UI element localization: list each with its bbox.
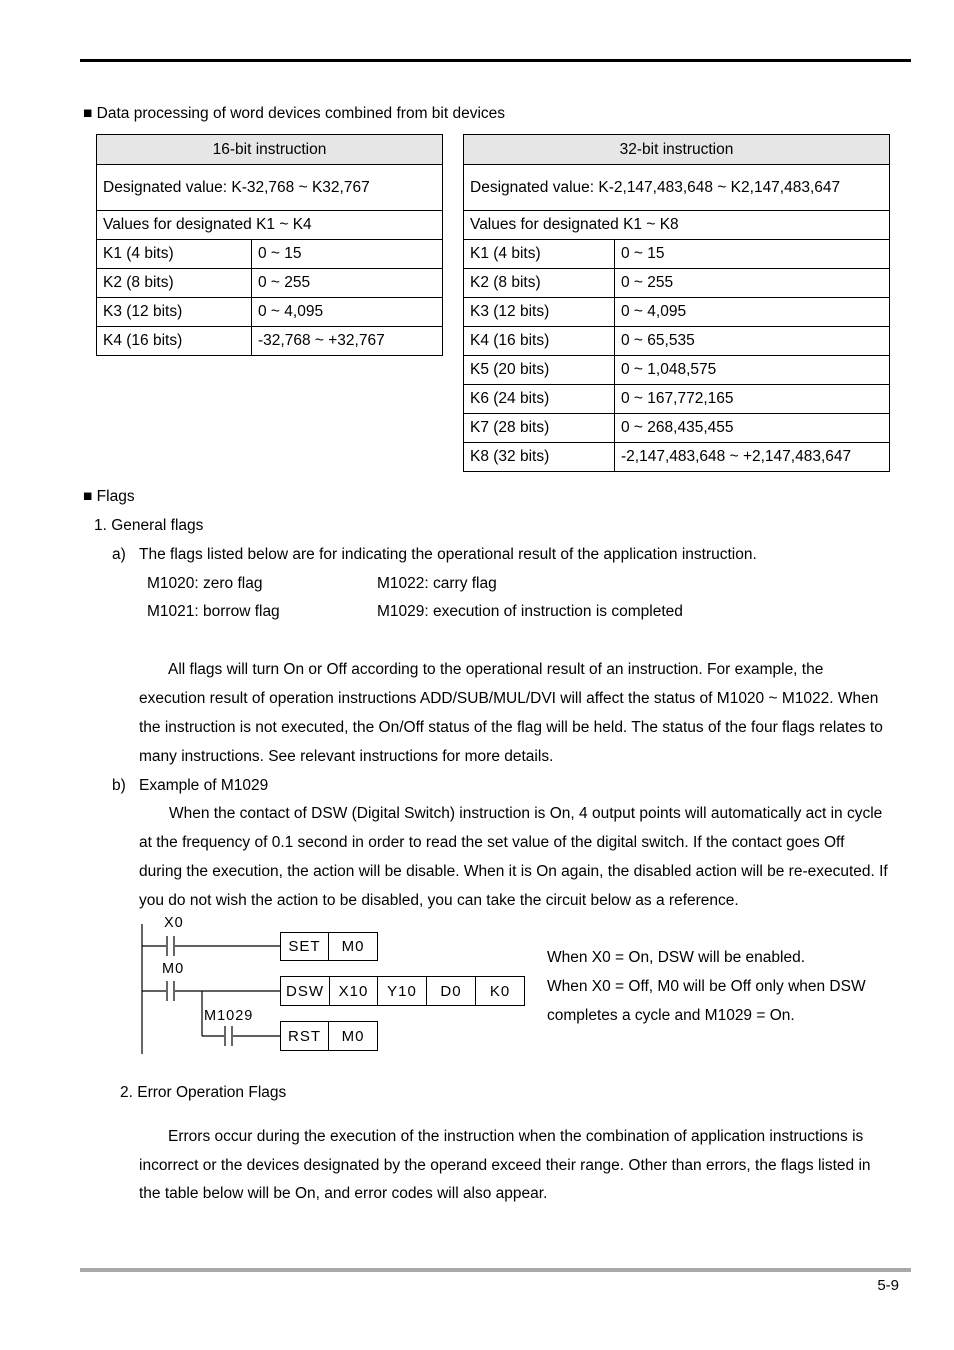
table-cell: K1 (4 bits): [464, 240, 615, 269]
table16-values-for: Values for designated K1 ~ K4: [97, 211, 443, 240]
table16-header: 16-bit instruction: [97, 135, 443, 165]
table-cell: K2 (8 bits): [97, 269, 252, 298]
table-cell: 0 ~ 167,772,165: [615, 385, 890, 414]
table-cell: 0 ~ 4,095: [252, 298, 443, 327]
paragraph-line: you do not wish the action to be disabled, you can take the circuit below as a reference.: [139, 892, 739, 909]
table-16bit: [96, 134, 443, 356]
table-cell: 0 ~ 255: [252, 269, 443, 298]
table-row: [464, 414, 890, 443]
table-cell: -2,147,483,648 ~ +2,147,483,647: [615, 443, 890, 472]
dsw-operand: Y10: [377, 976, 427, 1006]
table-cell: K6 (24 bits): [464, 385, 615, 414]
paragraph-line: Errors occur during the execution of the instruction when the combination of application instructions is: [168, 1128, 864, 1145]
dsw-instruction: DSW: [280, 976, 330, 1006]
table-cell: 0 ~ 65,535: [615, 327, 890, 356]
item-marker-b: b): [112, 777, 126, 794]
table32-header: 32-bit instruction: [464, 135, 890, 165]
set-instruction: SET: [280, 932, 329, 961]
header-rule: [80, 59, 911, 62]
flag-m1020: M1020: zero flag: [147, 575, 263, 592]
page-number: 5-9: [877, 1277, 899, 1294]
contact-label-m1029: M1029: [204, 1008, 254, 1024]
table-row: [464, 240, 890, 269]
table-cell: 0 ~ 255: [615, 269, 890, 298]
table-cell: K3 (12 bits): [464, 298, 615, 327]
paragraph-line: All flags will turn On or Off according to the operational result of an instruction. For example, the: [168, 661, 824, 678]
table-cell: 0 ~ 15: [615, 240, 890, 269]
table-cell: -32,768 ~ +32,767: [252, 327, 443, 356]
table-row: [97, 298, 443, 327]
table-row: [464, 385, 890, 414]
table32-designated: Designated value: K-2,147,483,648 ~ K2,147,483,647: [464, 165, 890, 211]
item-a-text: The flags listed below are for indicating the operational result of the application instruction.: [139, 546, 757, 563]
table-cell: K4 (16 bits): [464, 327, 615, 356]
paragraph-line: during the execution, the action will be disable. When it is On again, the disabled action will be re-executed. If: [139, 863, 888, 880]
subsection-general-flags: 1. General flags: [94, 517, 204, 534]
paragraph-line: the table below will be On, and error codes will also appear.: [139, 1185, 548, 1202]
contact-label-m0: M0: [162, 961, 185, 977]
flag-m1029: M1029: execution of instruction is completed: [377, 603, 683, 620]
contact-label-x0: X0: [164, 915, 184, 931]
rst-instruction: RST: [280, 1021, 329, 1051]
table32-values-for: Values for designated K1 ~ K8: [464, 211, 890, 240]
paragraph-line: at the frequency of 0.1 second in order to read the set value of the digital switch. If the contact goes Off: [139, 834, 845, 851]
subsection-error-flags: 2. Error Operation Flags: [120, 1084, 287, 1101]
dsw-operand: X10: [329, 976, 378, 1006]
set-operand: M0: [328, 932, 378, 961]
table-cell: 0 ~ 15: [252, 240, 443, 269]
table-cell: 0 ~ 4,095: [615, 298, 890, 327]
item-marker-a: a): [112, 546, 126, 563]
table16-designated: Designated value: K-32,768 ~ K32,767: [97, 165, 443, 211]
table-row: [464, 298, 890, 327]
table-cell: K4 (16 bits): [97, 327, 252, 356]
table-cell: K5 (20 bits): [464, 356, 615, 385]
note-line: When X0 = On, DSW will be enabled.: [547, 949, 806, 966]
table-row: [97, 240, 443, 269]
table-row: [464, 327, 890, 356]
paragraph-line: incorrect or the devices designated by the operand exceed their range. Other than errors, the flags listed in: [139, 1157, 871, 1174]
table-row: [464, 356, 890, 385]
table-cell: 0 ~ 268,435,455: [615, 414, 890, 443]
table-row: [97, 327, 443, 356]
flag-m1022: M1022: carry flag: [377, 575, 497, 592]
section-title-flags: ■ Flags: [83, 488, 135, 505]
note-line: When X0 = Off, M0 will be Off only when DSW: [547, 978, 866, 995]
paragraph-line: execution result of operation instructions ADD/SUB/MUL/DVI will affect the status of M1020 ~ M1022. When: [139, 690, 879, 707]
table-row: [464, 269, 890, 298]
flag-m1021: M1021: borrow flag: [147, 603, 280, 620]
table-cell: K8 (32 bits): [464, 443, 615, 472]
paragraph-line: When the contact of DSW (Digital Switch) instruction is On, 4 output points will automatically act in cycle: [169, 805, 883, 822]
table-cell: K2 (8 bits): [464, 269, 615, 298]
note-line: completes a cycle and M1029 = On.: [547, 1007, 795, 1024]
paragraph-line: many instructions. See relevant instructions for more details.: [139, 748, 554, 765]
table-cell: K7 (28 bits): [464, 414, 615, 443]
table-32bit: [463, 134, 890, 472]
table-cell: 0 ~ 1,048,575: [615, 356, 890, 385]
table-cell: K3 (12 bits): [97, 298, 252, 327]
section-title-word-devices: ■ Data processing of word devices combined from bit devices: [83, 105, 506, 122]
table-row: [97, 269, 443, 298]
table-cell: K1 (4 bits): [97, 240, 252, 269]
paragraph-line: the instruction is not executed, the On/Off status of the flag will be held. The status of the four flags relates to: [139, 719, 883, 736]
item-b-text: Example of M1029: [139, 777, 269, 794]
rst-operand: M0: [328, 1021, 378, 1051]
dsw-operand: D0: [426, 976, 476, 1006]
ladder-diagram: [130, 912, 530, 1060]
table-row: [464, 443, 890, 472]
dsw-operand: K0: [475, 976, 525, 1006]
footer-rule: [80, 1268, 911, 1272]
